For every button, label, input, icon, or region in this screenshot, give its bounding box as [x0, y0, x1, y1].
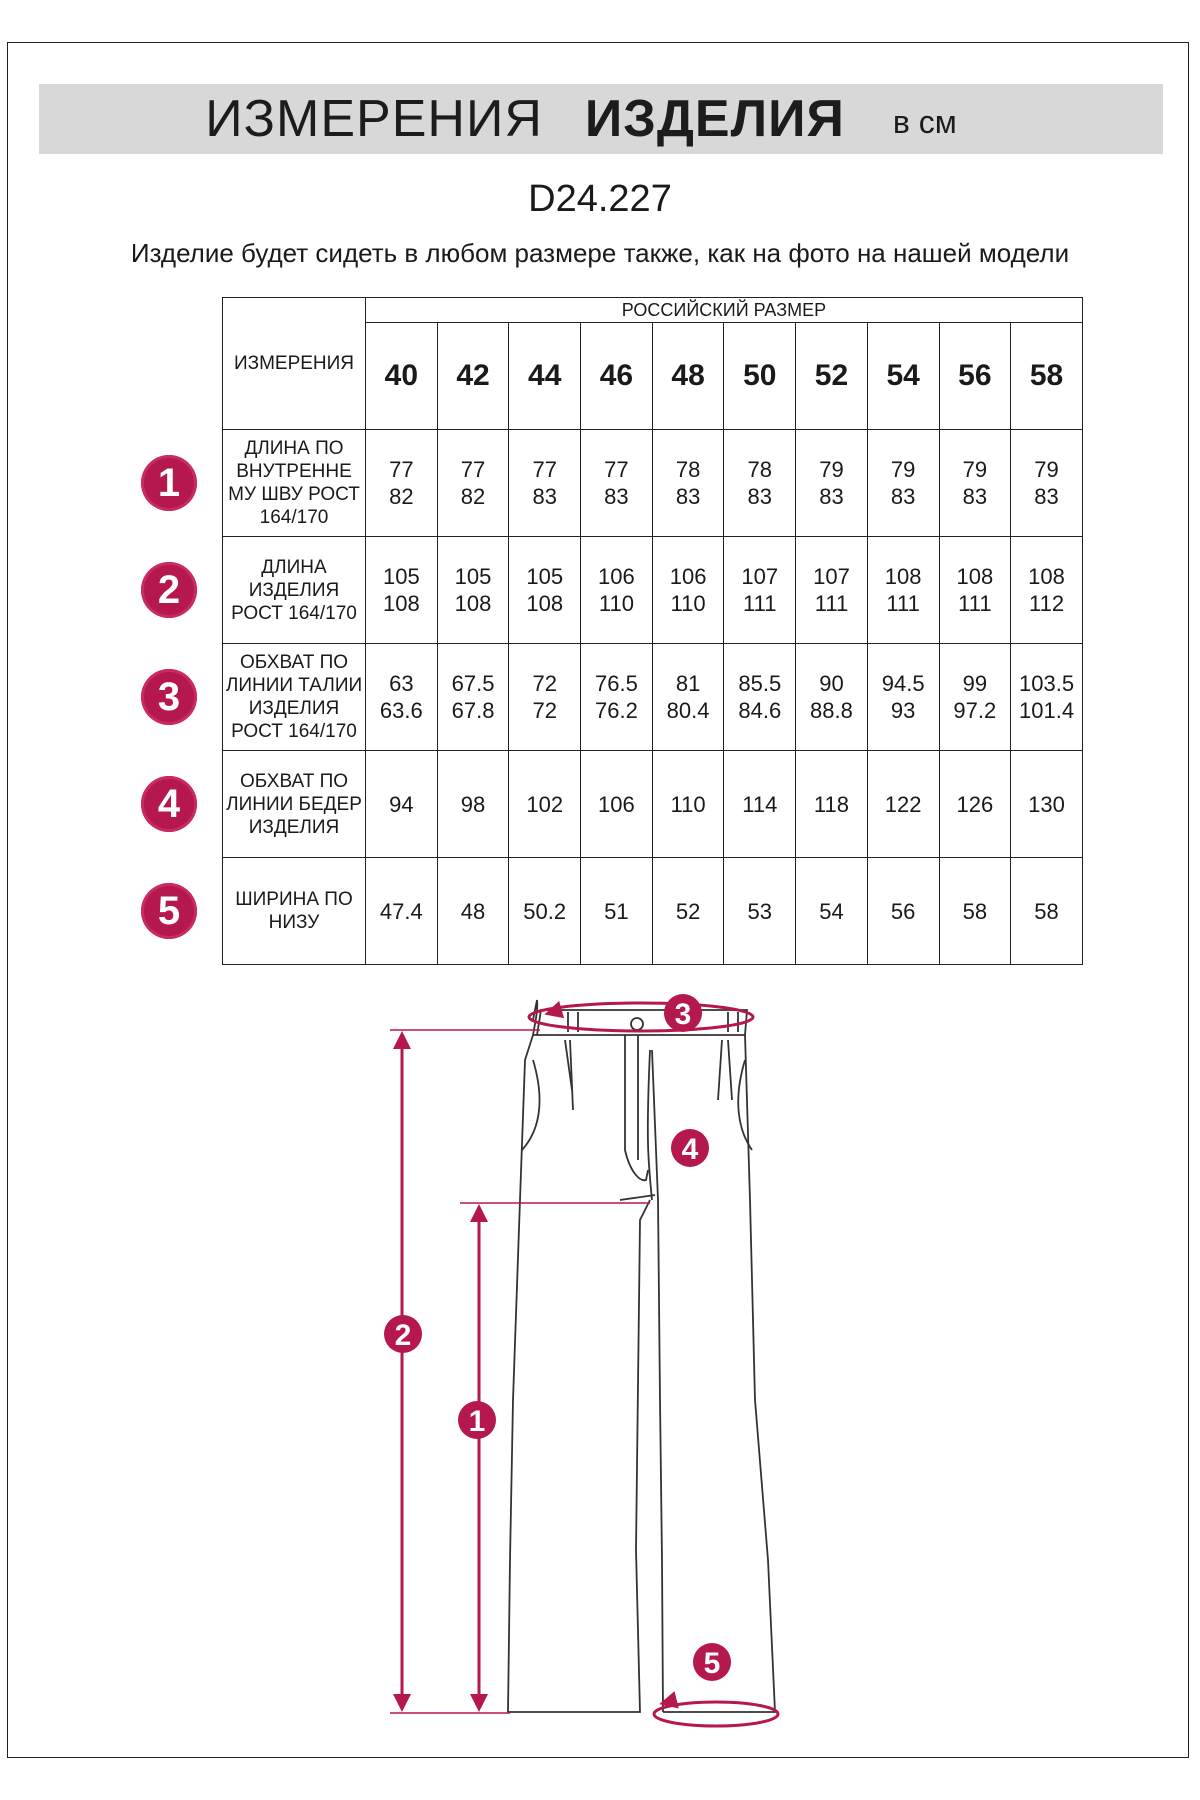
value-primary: 105 [454, 564, 492, 589]
value-secondary: 108 [526, 591, 564, 616]
size-system-header: РОССИЙСКИЙ РАЗМЕР [366, 298, 1083, 323]
value-primary: 108 [956, 564, 994, 589]
row-label: ДЛИНА ИЗДЕЛИЯ РОСТ 164/170 [223, 537, 366, 644]
value-primary: 107 [813, 564, 850, 589]
value-primary: 77 [389, 457, 414, 482]
value-secondary: 80.4 [666, 698, 710, 723]
value-secondary: 111 [743, 591, 777, 616]
value-primary: 126 [956, 791, 994, 817]
value-secondary: 67.8 [451, 698, 495, 723]
row-badge-5: 5 [141, 883, 197, 939]
diagram-marker-4 [671, 1129, 709, 1167]
svg-text:3: 3 [674, 998, 692, 1031]
value-secondary: 83 [890, 484, 916, 509]
value-primary: 58 [1034, 898, 1059, 924]
value-secondary: 83 [675, 484, 701, 509]
value-primary: 76.5 [594, 671, 638, 696]
value-secondary: 63.6 [379, 698, 423, 723]
value-primary: 56 [890, 898, 916, 924]
size-header-52: 52 [796, 323, 868, 430]
value-primary: 47.4 [379, 898, 423, 924]
value-primary: 77 [532, 457, 557, 482]
value-primary: 107 [741, 564, 779, 589]
row-badge-1: 1 [141, 455, 197, 511]
value-primary: 103.5 [1019, 671, 1075, 696]
value-primary: 90 [819, 671, 844, 696]
size-header-58: 58 [1011, 323, 1083, 430]
value-primary: 94.5 [881, 671, 925, 696]
value-primary: 81 [675, 671, 701, 696]
value-primary: 58 [962, 898, 988, 924]
title-light: ИЗМЕРЕНИЯ [205, 90, 543, 148]
value-secondary: 111 [886, 591, 920, 616]
waist-arrow [553, 1010, 560, 1012]
diagram-marker-2 [384, 1315, 422, 1353]
value-secondary: 108 [382, 591, 420, 616]
title-unit: в см [892, 103, 957, 140]
row-badge-4: 4 [141, 776, 197, 832]
value-primary: 99 [962, 671, 988, 696]
value-secondary: 83 [604, 484, 629, 509]
value-primary: 106 [598, 564, 635, 589]
value-secondary: 111 [814, 591, 849, 616]
size-header-48: 48 [652, 323, 724, 430]
value-primary: 114 [742, 791, 778, 817]
diagram-marker-3 [664, 994, 702, 1032]
value-primary: 79 [890, 457, 916, 482]
value-secondary: 83 [819, 484, 844, 509]
article-number: D24.227 [528, 178, 672, 220]
value-primary: 108 [1028, 564, 1065, 589]
value-primary: 85.5 [738, 671, 782, 696]
value-primary: 52 [675, 898, 701, 924]
value-secondary: 112 [1029, 591, 1065, 616]
value-secondary: 110 [670, 591, 706, 616]
value-primary: 130 [1028, 791, 1065, 817]
size-header-46: 46 [581, 323, 653, 430]
value-secondary: 84.6 [738, 698, 782, 723]
value-primary: 79 [962, 457, 988, 482]
value-primary: 106 [598, 791, 635, 817]
value-primary: 77 [604, 457, 629, 482]
value-secondary: 83 [962, 484, 988, 509]
value-primary: 72 [532, 671, 557, 696]
value-primary: 79 [1034, 457, 1059, 482]
value-secondary: 101.4 [1019, 698, 1075, 723]
value-primary: 53 [747, 898, 773, 924]
value-primary: 110 [670, 791, 706, 817]
row-label: ОБХВАТ ПО ЛИНИИ БЕДЕР ИЗДЕЛИЯ [223, 751, 366, 858]
value-secondary: 108 [454, 591, 492, 616]
value-secondary: 83 [747, 484, 773, 509]
value-secondary: 88.8 [810, 698, 853, 723]
value-primary: 48 [460, 898, 486, 924]
value-primary: 102 [526, 791, 564, 817]
value-primary: 78 [675, 457, 701, 482]
value-primary: 105 [382, 564, 420, 589]
value-primary: 94 [389, 791, 414, 817]
value-secondary: 110 [598, 591, 634, 616]
value-primary: 54 [819, 898, 844, 924]
title-bold: ИЗДЕЛИЯ [584, 90, 845, 148]
svg-text:4: 4 [681, 1133, 699, 1166]
value-primary: 51 [604, 898, 629, 924]
value-primary: 106 [669, 564, 707, 589]
value-primary: 118 [813, 791, 849, 817]
svg-text:5: 5 [703, 1647, 721, 1680]
row-badge-2: 2 [141, 562, 197, 618]
value-primary: 78 [747, 457, 773, 482]
value-secondary: 82 [389, 484, 414, 509]
pants-outline [508, 1000, 775, 1712]
value-primary: 77 [460, 457, 486, 482]
row-label: ШИРИНА ПО НИЗУ [223, 858, 366, 965]
value-secondary: 83 [1034, 484, 1059, 509]
measurements-header: ИЗМЕРЕНИЯ [223, 298, 366, 430]
size-header-50: 50 [724, 323, 796, 430]
hem-measure-ring [654, 1702, 778, 1726]
diagram-marker-1 [458, 1401, 496, 1439]
value-secondary: 76.2 [594, 698, 638, 723]
size-header-44: 44 [509, 323, 581, 430]
waist-measure-ring [529, 1003, 753, 1031]
row-label: ОБХВАТ ПО ЛИНИИ ТАЛИИ ИЗДЕЛИЯ РОСТ 164/170 [223, 644, 366, 751]
value-secondary: 83 [532, 484, 557, 509]
value-primary: 105 [526, 564, 564, 589]
value-primary: 108 [884, 564, 922, 589]
hem-arrow [668, 1700, 676, 1702]
svg-text:1: 1 [468, 1405, 486, 1438]
value-secondary: 72 [532, 698, 557, 723]
value-secondary: 82 [460, 484, 486, 509]
value-secondary: 97.2 [953, 698, 997, 723]
value-secondary: 93 [890, 698, 916, 723]
row-label: ДЛИНА ПО ВНУТРЕННЕ МУ ШВУ РОСТ 164/170 [223, 430, 366, 537]
value-primary: 79 [819, 457, 844, 482]
diagram-marker-5 [693, 1643, 731, 1681]
value-primary: 122 [884, 791, 922, 817]
size-header-42: 42 [437, 323, 509, 430]
value-primary: 50.2 [523, 898, 567, 924]
fit-note: Изделие будет сидеть в любом размере также, как на фото на нашей модели [130, 238, 1070, 268]
value-primary: 98 [460, 791, 486, 817]
value-primary: 67.5 [451, 671, 495, 696]
value-secondary: 111 [958, 591, 992, 616]
size-header-54: 54 [867, 323, 939, 430]
size-header-40: 40 [366, 323, 438, 430]
row-badge-3: 3 [141, 669, 197, 725]
value-primary: 63 [389, 671, 414, 696]
svg-text:2: 2 [394, 1319, 412, 1352]
size-header-56: 56 [939, 323, 1011, 430]
